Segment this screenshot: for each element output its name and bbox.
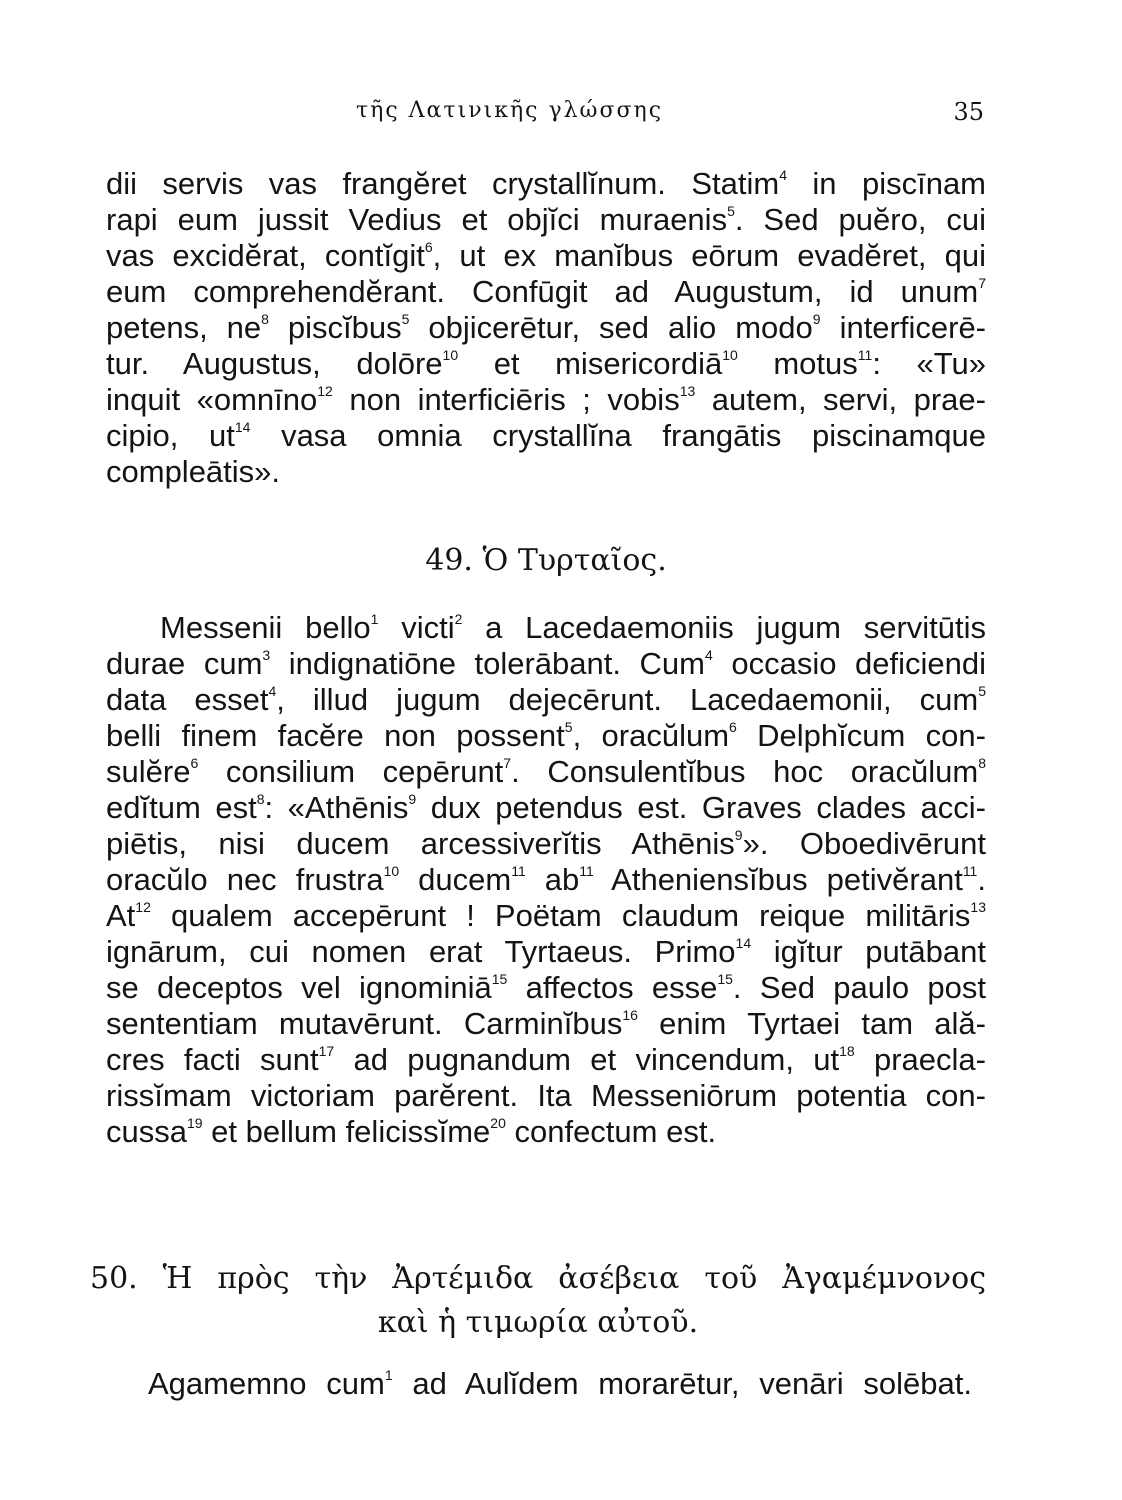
section-title: Ὁ Τυρταῖος. [482,543,667,578]
text-line: sententiam mutavērunt. Carminĭbus$^{16}$ enim Tyrtaei tam ală- [106,1006,986,1041]
section-50-heading [90,1260,986,1298]
section-number: 49. [425,543,473,578]
footnote-marker: 5 [564,719,573,735]
text-line: belli finem facĕre non possent$^5$, oracŭlum$^6$ Delphĭcum con- [106,718,986,753]
text-line: cipio, $ut^{14}$ vasa omnia crystallĭna frangātis piscinamque [106,418,986,453]
text-line: inquit «omnīno$^{12}$ non interficiēris ; vobis$^{13}$ autem, servi, prae- [106,382,986,417]
footnote-marker: 8 [261,311,269,327]
text-line: eum comprehendĕrant. Confūgit ad Augustum, id unum$^7$ [106,274,986,309]
footnote-marker: 16 [622,1007,638,1023]
footnote-marker: 13 [679,383,696,399]
footnote-marker: 6 [424,239,433,255]
section-49-heading [106,542,986,580]
footnote-marker: 9 [408,791,417,807]
footnote-marker: 1 [384,1367,393,1383]
text-line: se deceptos vel ignominiā$^{15}$ affectos esse$^{15}$. Sed paulo post [106,970,986,1005]
text-line: Messenii bello$^1$ victi$^2$ a Lacedaemoniis jugum servitūtis [160,610,987,645]
text-line: ignārum, cui nomen erat Tyrtaeus. Primo$^{14}$ igĭtur putābant [106,934,986,969]
footnote-marker: 11 [857,347,873,363]
text-line: At$^{12}$ qualem accepērunt ! Poëtam claudum reique militāris$^{13}$ [106,898,986,933]
footnote-marker: 8 [978,755,986,771]
footnote-marker: 14 [735,935,752,951]
text-line: sulĕre$^6$ consilium cepērunt$^7$. Consulentĭbus hoc oracŭlum$^8$ [106,754,986,789]
footnote-marker: 1 [370,611,379,627]
footnote-marker: 15 [717,971,733,987]
footnote-marker: 10 [383,863,400,879]
text-line: oracŭlo nec frustra$^{10}$ ducem$^{11}$ $ab^{11}$ Atheniensĭbus petivĕrant$^{11}$. [106,862,986,897]
footnote-marker: 4 [779,167,787,183]
footnote-marker: 11 [962,863,978,879]
footnote-marker: 6 [190,755,199,771]
footnote-marker: 19 [186,1115,203,1131]
footnote-marker: 10 [442,347,459,363]
footnote-marker: 3 [262,647,271,663]
footnote-marker: 18 [839,1043,855,1059]
footnote-marker: 10 [722,347,738,363]
footnote-marker: 12 [317,383,333,399]
footnote-marker: 14 [234,419,251,435]
footnote-marker: 4 [268,683,277,699]
page-number: 35 [953,98,984,126]
text-line: dii servis vas frangĕret crystallĭnum. Statim$^4$ in piscīnam [106,166,987,201]
footnote-marker: 2 [454,611,463,627]
footnote-marker: 13 [970,899,986,915]
text-line: data esset$^4$, illud jugum dejecērunt. Lacedaemonii, cum$^5$ [106,682,986,717]
footnote-marker: 11 [579,863,594,879]
text-line: cussa$^{19}$ et bellum felicissĭme$^{20}$ confectum est. [106,1114,717,1149]
footnote-marker: 7 [978,275,986,291]
footnote-marker: 8 [256,791,265,807]
footnote-marker: 11 [511,863,526,879]
footnote-marker: 6 [729,719,737,735]
footnote-marker: 12 [135,899,151,915]
text-line: rapi eum jussit Vedius et objĭci muraenis$^5$. Sed puĕro, cui [106,202,986,237]
text-line: Agamemno cum$^1$ ad Aulĭdem morarētur, venāri solēbat. [148,1366,972,1401]
running-head: τῆς Λατινικῆς γλώσσης [356,98,664,123]
text-line: rissĭmam victoriam parĕrent. Ita Messeniōrum potentia con- [106,1078,986,1113]
text-line: durae cum$^3$ indignatiōne tolerābant. Cum$^4$ occasio deficiendi [106,646,986,681]
text-line: piētis, nisi ducem arcessiverĭtis Athēnis$^9$». Oboedivērunt [106,826,986,861]
footnote-marker: 5 [401,311,410,327]
text-line: compleātis». [106,454,281,489]
text-line: tur. Augustus, dolōre$^{10}$ et misericordiā$^{10}$ motus$^{11}$: «Tu» [106,346,986,381]
page-header [106,98,984,138]
footnote-marker: 9 [734,827,743,843]
text-line: vas excidĕrat, contĭgit$^6$, ut ex manĭbus eōrum evadĕret, qui [106,238,986,273]
section-title-line-1: Ἡ πρὸς τὴν Ἀρτέμιδα ἀσέβεια τοῦ Ἀγαμέμνονος [162,1261,986,1296]
text-line: edĭtum est$^8$: «Athēnis$^9$ dux petendus est. Graves clades acci- [106,790,986,825]
footnote-marker: 9 [812,311,821,327]
footnote-marker: 5 [727,203,735,219]
footnote-marker: 4 [705,647,713,663]
text-line: cres facti sunt$^{17}$ ad pugnandum et vincendum, $ut^{18}$ praecla- [106,1042,986,1077]
section-50-heading-line-2: καὶ ἡ τιμωρία αὐτοῦ. [377,1305,699,1340]
footnote-marker: 17 [318,1043,335,1059]
footnote-marker: 7 [503,755,512,771]
footnote-marker: 15 [491,971,508,987]
section-number: 50. [90,1261,138,1296]
footnote-marker: 20 [490,1115,506,1131]
text-line: petens, $ne^8$ piscĭbus$^5$ objicerētur, sed alio modo$^9$ interficerē- [106,310,987,345]
footnote-marker: 5 [978,683,986,699]
